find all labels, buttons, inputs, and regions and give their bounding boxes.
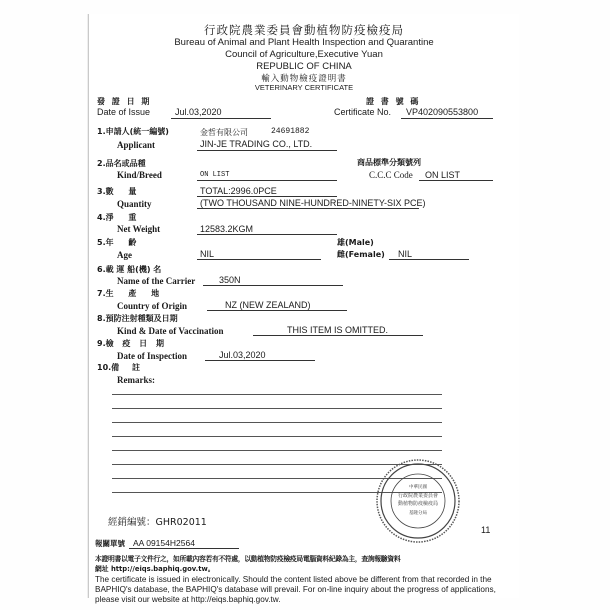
- page-number: 11: [481, 525, 491, 535]
- carrier-label-zh: 6.載 運 船(機) 名: [97, 265, 162, 274]
- remarks-line: [112, 436, 442, 437]
- certificate-sheet: [88, 14, 519, 604]
- note-zh-line-2: 網址 http://eiqs.baphiq.gov.tw。: [95, 565, 215, 573]
- remarks-line: [112, 422, 442, 423]
- ccc-value: ON LIST: [425, 170, 461, 180]
- vaccination-label-zh: 8.預防注射種類及日期: [97, 314, 178, 323]
- age-label-en: Age: [117, 250, 132, 260]
- remarks-label-zh: 10.備 註: [97, 363, 140, 372]
- note-en: The certificate is issued in electronically. Should the content listed above be different from that recorded in the BAPHIQ's database, the BAPHIQ's database will prevail. For on-line inquiry about the progress of applications, please visit our website at http://eiqs.baphiq.gov.tw.: [95, 575, 496, 604]
- remarks-line: [112, 450, 442, 451]
- seal-line-3: 動植物防疫檢疫局: [397, 501, 439, 507]
- certificate-no-label-en: Certificate No.: [334, 107, 392, 117]
- ccc-label-en: C.C.C Code: [369, 170, 413, 180]
- vaccination-label-en: Kind & Date of Vaccination: [117, 326, 224, 336]
- certificate-title-zh: 輸入動物檢疫證明書: [261, 74, 347, 84]
- quantity-label-en: Quantity: [117, 199, 152, 209]
- quantity-words: (TWO THOUSAND NINE-HUNDRED-NINETY-SIX PCE): [200, 198, 426, 208]
- applicant-label-en: Applicant: [117, 140, 156, 150]
- carrier-value: 350N: [219, 275, 241, 285]
- weight-value: 12583.2KGM: [200, 224, 254, 234]
- agency-name-zh: 行政院農業委員會動植物防疫檢疫局: [204, 23, 404, 37]
- dealer-number: 經銷編號：GHR02011: [108, 517, 207, 528]
- female-value: NIL: [398, 249, 413, 259]
- agency-name-en: Bureau of Animal and Plant Health Inspection and Quarantine: [174, 37, 434, 48]
- origin-value: NZ (NEW ZEALAND): [225, 300, 311, 310]
- remarks-line: [112, 394, 442, 395]
- ccc-label-zh: 商品標準分類號列: [357, 158, 421, 167]
- age-label-zh: 5.年 齡: [97, 238, 137, 247]
- seal-line-1: 中華民國: [409, 485, 427, 490]
- issue-date-label-zh: 發 證 日 期: [97, 97, 152, 106]
- quantity-label-zh: 3.數 量: [97, 187, 137, 196]
- origin-label-en: Country of Origin: [117, 301, 188, 311]
- age-value: NIL: [200, 249, 215, 259]
- certificate-no-label-zh: 證 書 號 碼: [366, 97, 421, 106]
- applicant-tax-id: 24691882: [271, 127, 310, 136]
- vaccination-value: THIS ITEM IS OMITTED.: [287, 325, 388, 335]
- issue-date-value: Jul.03,2020: [175, 107, 222, 117]
- declaration-label: 報關單號: [95, 539, 125, 548]
- kind-label-en: Kind/Breed: [117, 170, 162, 180]
- inspection-value: Jul.03,2020: [219, 350, 266, 360]
- male-label: 雄(Male): [337, 238, 374, 247]
- applicant-value: JIN-JE TRADING CO., LTD.: [200, 139, 313, 149]
- carrier-label-en: Name of the Carrier: [117, 276, 196, 286]
- seal-line-4: 基隆分局: [409, 511, 427, 516]
- certificate-title-en: VETERINARY CERTIFICATE: [254, 83, 354, 92]
- remarks-label-en: Remarks:: [117, 375, 155, 385]
- council-name-en: Council of Agriculture,Executive Yuan: [225, 49, 383, 60]
- inspection-label-zh: 9.檢 疫 日 期: [97, 339, 164, 348]
- note-zh-line-1: 本證明書以電子文件行之，如所載內容若有不符處，以動植物防疫檢疫局電腦資料紀錄為主，查詢報驗資料: [95, 555, 401, 563]
- kind-label-zh: 2.品名或品種: [97, 159, 146, 168]
- official-seal: [375, 458, 461, 544]
- applicant-name-zh: 金哲有限公司: [200, 128, 248, 137]
- female-label: 雌(Female): [337, 250, 385, 259]
- country-name: REPUBLIC OF CHINA: [256, 61, 352, 72]
- certificate-no-value: VP402090553800: [406, 107, 479, 117]
- remarks-line: [112, 408, 442, 409]
- issue-date-label-en: Date of Issue: [97, 107, 151, 117]
- seal-line-2: 行政院農業委員會: [397, 493, 439, 499]
- applicant-label-zh: 1.申請人(統一編號): [97, 127, 169, 136]
- quantity-value: TOTAL:2996.0PCE: [200, 186, 277, 196]
- weight-label-zh: 4.淨 重: [97, 213, 137, 222]
- inspection-label-en: Date of Inspection: [117, 351, 187, 361]
- kind-value: ON LIST: [200, 171, 230, 179]
- weight-label-en: Net Weight: [117, 224, 161, 234]
- declaration-number: AA 09154H2564: [133, 538, 195, 548]
- origin-label-zh: 7.生 產 地: [97, 289, 160, 298]
